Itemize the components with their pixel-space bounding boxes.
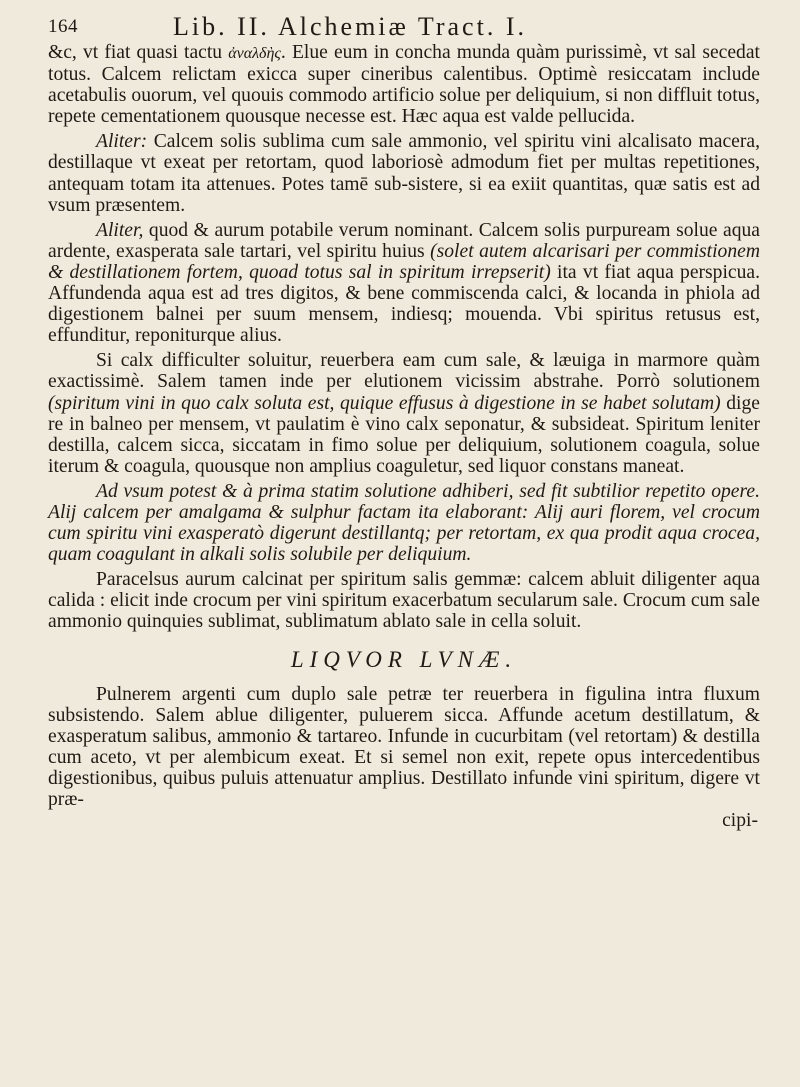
text-run: . Elue eum in concha munda quàm purissimè, vt sal secedat totus. Calcem relictam exicca super cineribus calentibus. Optimè resiccatam include acetabulis ouorum, vel quouis commodo artificio solue per deliquium, si non diffluit totus, repete cementationem quousque necesse est. Hæc aqua est valde pellucida. (48, 42, 760, 128)
paragraph-p1 (48, 42, 760, 127)
paragraph-p5 (48, 481, 760, 565)
text-run: Pulnerem argenti cum duplo sale petræ ter reuerbera in figulina intra fluxum subsistendo. Salem ablue diligenter, puluerem sicca. Affunde acetum destillatum, & exasperatum salibus, ammonio & tartareo. Infunde in cucurbitam (vel retortam) & destilla cum aceto, vt per alembicum exeat. Et si semel non exit, repete opus intercedentibus digestionibus, quibus puluis attenuatur amplius. Destillato infunde vini spiritum, digere vt præ- (48, 683, 760, 811)
text-run: ἀναλδὴς (228, 45, 281, 62)
text-run: Aliter, (96, 219, 144, 241)
catchword: cipi- (722, 810, 758, 832)
section-heading: LIQVOR LVNÆ. (290, 646, 518, 672)
text-run: quod & aurum potabile verum nominant. Calcem solis purpuream solue aqua ardente, exasperata sale tartari, vel spiritu huius (48, 219, 760, 262)
running-head: Lib. II. Alchemiæ Tract. I. (173, 12, 527, 41)
page-number: 164 (48, 16, 78, 37)
paragraph-p7 (48, 684, 760, 811)
paragraph-p6 (48, 569, 760, 632)
text-run: ita vt fiat aqua perspicua. Affundenda aqua est ad tres digitos, & bene commiscenda calci, & locanda in phiola ad digestionem balnei per suum mensem, indiesq; mouenda. Vbi spiritus retusus est, effunditur, reponiturque alius. (48, 261, 761, 347)
text-run: Calcem solis sublima cum sale ammonio, vel spiritu vini alcalisato macera, destillaque vt exeat per retortam, quod laboriosè admodum fiet per multas repetitiones, antequam totam ita attenues. Potes tamē sub-sistere, si ea exiit quantitas, quæ satis est ad vsum præsentem. (48, 131, 760, 216)
body-text (48, 38, 760, 831)
paragraph-p4 (48, 350, 760, 477)
text-run: Ad vsum potest & à prima statim solutione adhiberi, sed fit subtilior repetito opere. Alij calcem per amalgama & sulphur factam ita elaborant: Alij auri florem, vel crocum cum spiritu vini exasperatò digerunt destillantq; per retortam, ex qua prodit aqua crocea, quam coagulant in alkali solis solubile per deliquium. (48, 480, 760, 566)
paragraphs-after-heading (48, 684, 760, 811)
text-run: dige re in balneo per mensem, vt paulatim è vino calx seponatur, & subsideat. Spiritum leniter destilla, calcem sicca, siccatam in fimo solue per deliquium, solutionem coagula, solue iterum & coagula, quousque non amplius coaguletur, sed liquor constans maneat. (48, 392, 760, 477)
text-run: Aliter: (96, 131, 148, 153)
text-run: (spiritum vini in quo calx soluta est, quique effusus à digestione in se habet solutam) (48, 392, 721, 414)
text-run: (solet autem alcarisari per commistionem & destillationem fortem, quoad totus sal in spiritum irrepserit) (48, 240, 760, 283)
text-run: Paracelsus aurum calcinat per spiritum salis gemmæ: calcem abluit diligenter aqua calida : elicit inde crocum per vini spiritum exacerbatum secularum sale. Crocum cum sale ammonio quinquies sublimat, sublimatum ablato sale in cella soluit. (48, 569, 760, 633)
paragraph-p2 (48, 131, 760, 215)
text-run: &c, vt fiat quasi tactu (48, 42, 229, 63)
paragraph-p3 (48, 220, 760, 347)
paragraphs-before-heading (48, 42, 760, 633)
text-run: Si calx difficulter soluitur, reuerbera eam cum sale, & læuiga in marmore quàm exactissimè. Salem tamen inde per elutionem vicissim abstrahe. Porrò solutionem (48, 350, 760, 393)
